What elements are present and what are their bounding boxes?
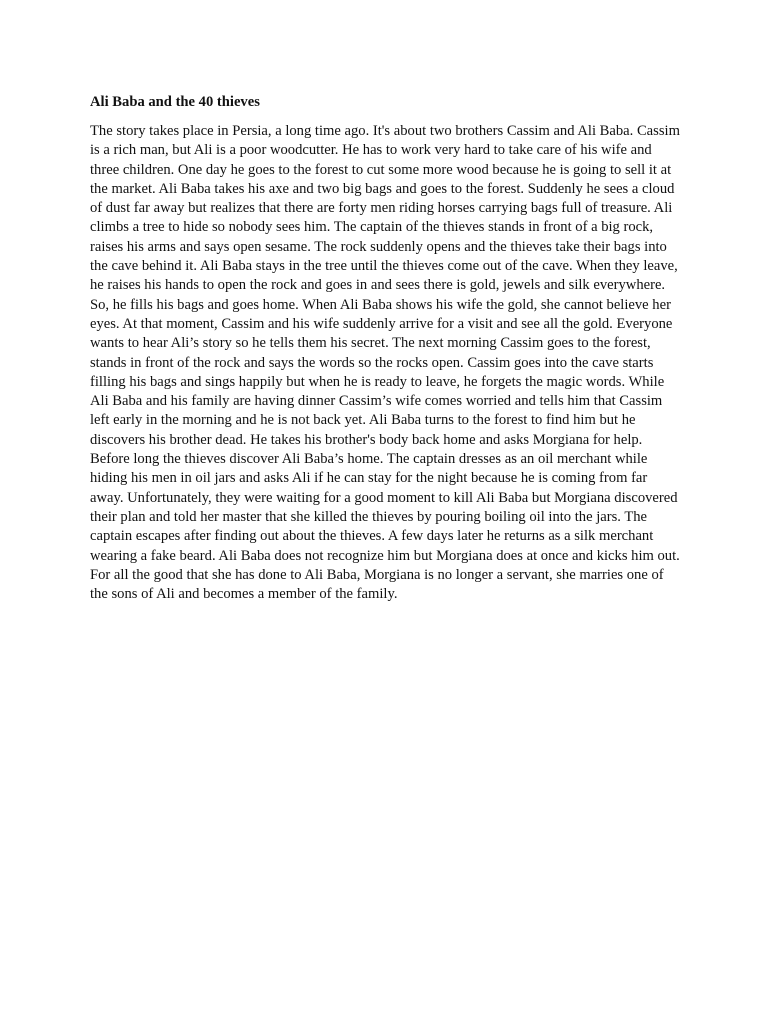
document-title: Ali Baba and the 40 thieves xyxy=(90,94,260,110)
story-paragraph: The story takes place in Persia, a long time ago. It's about two brothers Cassim and Ali Baba. Cassim is a rich man, but Ali is a poor woodcutter. He has to work very hard to take care of his wife and three children. One day he goes to the forest to cut some more wood because he is going to sell it at the market. Ali Baba takes his axe and two big bags and goes to the forest. Suddenly he sees a cloud of dust far away but realizes that there are forty men riding horses carrying bags full of treasure. Ali climbs a tree to hide so nobody sees him. The captain of the thieves stands in front of a big rock, raises his arms and says open sesame. The rock suddenly opens and the thieves take their bags into the cave behind it. Ali Baba stays in the tree until the thieves come out of the cave. When they leave, he raises his hands to open the rock and goes in and sees there is gold, jewels and silk everywhere. So, he fills his bags and goes home. When Ali Baba shows his wife the gold, she cannot believe her eyes. At that moment, Cassim and his wife suddenly arrive for a visit and see all the gold. Everyone wants to hear Ali’s story so he tells them his secret. The next morning Cassim goes to the forest, stands in front of the rock and says the words so the rocks open. Cassim goes into the cave starts filling his bags and sings happily but when he is ready to leave, he forgets the magic words. While Ali Baba and his family are having dinner Cassim’s wife comes worried and tells him that Cassim left early in the morning and he is not back yet. Ali Baba turns to the forest to find him but he discovers his brother dead. He takes his brother's body back home and asks Morgiana for help. Before long the thieves discover Ali Baba’s home. The captain dresses as an oil merchant while hiding his men in oil jars and asks Ali if he can stay for the night because he is coming from far away. Unfortunately, they were waiting for a good moment to kill Ali Baba but Morgiana discovered their plan and told her master that she killed the thieves by pouring boiling oil into the jars. The captain escapes after finding out about the thieves. A few days later he returns as a silk merchant wearing a fake beard. Ali Baba does not recognize him but Morgiana does at once and kicks him out. For all the good that she has done to Ali Baba, Morgiana is no longer a servant, she marries one of the sons of Ali and becomes a member of the family. xyxy=(90,123,680,603)
document-content xyxy=(90,93,680,604)
